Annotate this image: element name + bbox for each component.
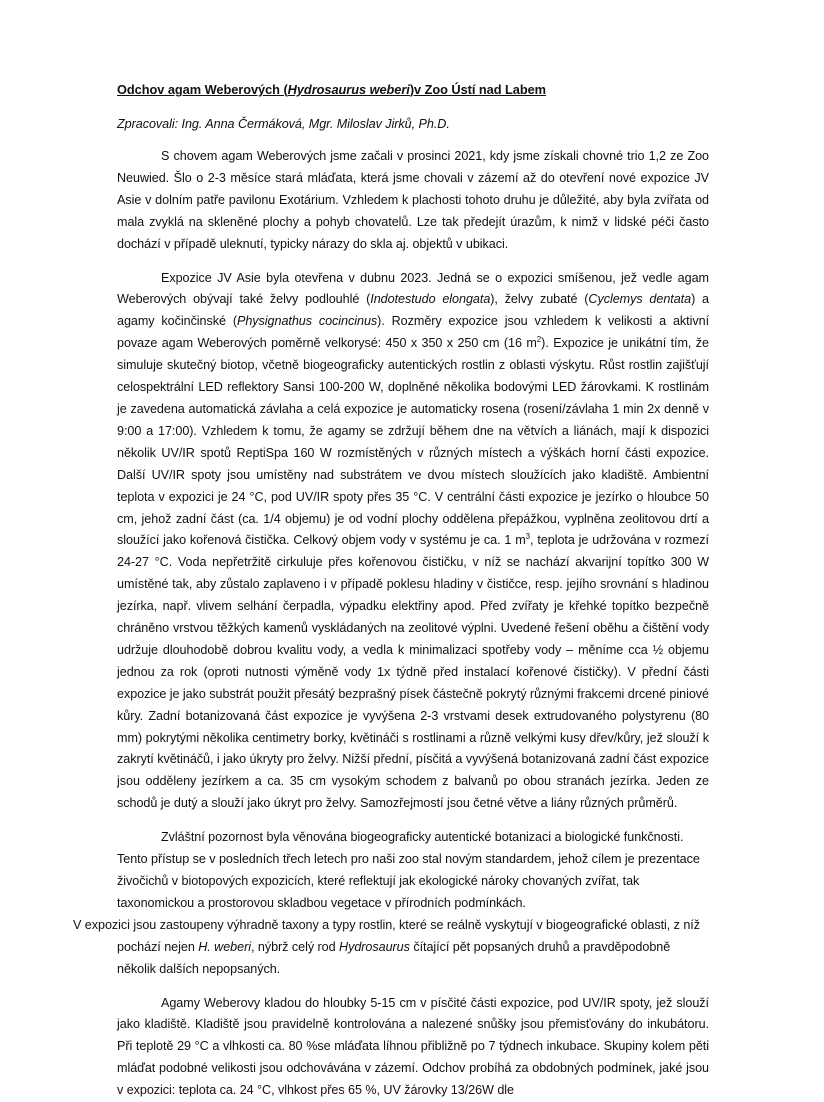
paragraph-1: S chovem agam Weberových jsme začali v prosinci 2021, kdy jsme získali chovné trio 1,2 ze Zoo Neuwied. Šlo o 2-3 měsíce stará mláďata, která jsme chovali v zázemí až do otevření nové expozice JV Asie v dolním patře pavilonu Exotárium. Vzhledem k plachosti tohoto druhu je důležité, aby byla zvířata od mala zvyklá na skleněné plochy a pohyb chovatelů. Lze tak předejít úrazům, k nimž v lidské péči často dochází v případě uleknutí, typicky nárazy do skla aj. objektů v ubikaci. xyxy=(117,149,709,251)
p3-text-2: V expozici jsou zastoupeny výhradně taxony a typy rostlin, které se reálně vyskytují v biogeografické oblasti, z níž pochází nejen xyxy=(73,917,701,954)
p2-text-6: , teplota je udržována v rozmezí 24-27 °C. Voda nepřetržitě cirkuluje přes kořenovou čističku, v níž se nachází akvarijní topítko 300 W umístěné tak, aby zůstalo zaplaveno i v případě poklesu hladiny v čističce, resp. jejího srovnání s hladinou jezírka, např. vlivem selhání čerpadla, výpadku elektřiny apod. Před zvířaty je křehké topítko bezpečně chráněno vrstvou těžkých kamenů vyskládaných na zeolitové výplni. Uvedené řešení oběhu a čištění vody udržuje dlouhodobě dobrou kvalitu vody, a vedla k minimalizaci spotřeby vody – měníme cca ½ objemu jednou za rok (oproti nutnosti výměně vody 1x týdně před instalací kořenové čističky). V přední části expozice je jako substrát použit přesátý bezprašný písek částečně pokrytý různými frakcemi drcené piniové kůry. Zadní botanizovaná část expozice je vyvýšena 2-3 vrstvami desek extrudovaného polystyrenu (80 mm) pokrytými několika centimetry borky, květináči s rostlinami a různě velkými kusy dřev/kůry, jež slouží k zakrytí květináčů, i jako úkryty pro želvy. Nižší přední, písčitá a vyvýšená botanizovaná zadní část expozice jsou odděleny jezírkem a ca. 35 cm vysokým schodem z balvanů po obou stranách jezírka. Jeden ze schodů je dutý a slouží jako úkryt pro želvy. Samozřejmostí jsou četné větve a liány různých průměrů. xyxy=(117,533,709,811)
p2-text-3: ) a agamy kočinčinské ( xyxy=(117,292,710,329)
p2-species-1: Indotestudo elongata xyxy=(370,292,491,307)
p3-text-1: Zvláštní pozornost byla věnována biogeograficky autentické botanizaci a biologické funkčnosti. Tento přístup se v posledních třech letech pro naši zoo stal novým standardem, jehož cílem je prezentace živočichů v biotopových expozicích, které reflektují jak ekologické nároky chovaných zvířat, tak taxonomickou a prostorovou skladbou vegetace v přírodních podmínkách. xyxy=(117,830,700,910)
document-title xyxy=(117,80,709,100)
p2-text-1: Expozice JV Asie byla otevřena v dubnu 2023. Jedná se o expozici smíšenou, jež vedle agam Weberových obývají také želvy podlouhlé ( xyxy=(117,270,709,307)
p2-text-4: ). Rozměry expozice jsou vzhledem k velikosti a aktivní povaze agam Weberových poměrně velkorysé: 450 x 350 x 250 cm (16 m xyxy=(117,314,710,351)
p2-text-5: ). Expozice je unikátní tím, že simuluje skutečný biotop, včetně biogeograficky autentických rostlin z oblasti výskytu. Růst rostlin zajišťují celospektrální LED reflektory Sansi 100-200 W, doplněné několika bodovými LED žárovkami. K rostlinám je zavedena automatická závlaha a celá expozice je automaticky rosena (rosení/závlaha 1 min 2x denně v 9:00 a 17:00). Vzhledem k tomu, že agamy se zdržují během dne na větvích a liánách, mají k dispozici několik UV/IR spotů ReptiSpa 160 W rozmístěných v různých místech a výškách horní části expozice. Další UV/IR spoty jsou umístěny nad substrátem ve dvou místech sloužících jako kladiště. Ambientní teplota v expozici je 24 °C, pod UV/IR spoty přes 35 °C. V centrální části expozice je jezírko o hloubce 50 cm, jehož zadní část (ca. 1/4 objemu) je od vodní plochy oddělena přepážkou, vyplněna zeolitovou drtí a sloužící jako kořenová čistička. Celkový objem vody v systému je ca. 1 m xyxy=(117,336,709,548)
p2-species-3: Physignathus cocincinus xyxy=(236,314,378,329)
paragraph-3 xyxy=(73,827,709,980)
p3-genus: Hydrosaurus xyxy=(339,939,410,954)
authors-line: Zpracovali: Ing. Anna Čermáková, Mgr. Miloslav Jirků, Ph.D. xyxy=(117,117,450,131)
paragraph-4: Agamy Weberovy kladou do hloubky 5-15 cm v písčité části expozice, pod UV/IR spoty, jež slouží jako kladiště. Kladiště jsou pravidelně kontrolována a nalezené snůšky jsou přemisťovány do inkubátoru. Při teplotě 29 °C a vlhkosti ca. 80 %se mláďata líhnou přibližně po 7 týdnech inkubace. Skupiny kolem pěti mláďat podobné velikosti jsou odchovávána v zázemí. Odchov probíhá za obdobných podmínek, jaké jsou v expozici: teplota ca. 24 °C, vlhkost přes 65 %, UV žárovky 13/26W dle xyxy=(117,995,709,1098)
title-part-2: )v Zoo Ústí nad Labem xyxy=(409,82,546,97)
title-part-1: Odchov agam Weberových ( xyxy=(117,82,288,97)
p2-superscript-1: 2 xyxy=(536,335,542,345)
paragraph-2 xyxy=(117,268,709,816)
p3-species-1: H. weberi xyxy=(198,939,251,954)
p2-superscript-2: 3 xyxy=(525,532,531,542)
p2-text-2: ), želvy zubaté ( xyxy=(490,292,589,307)
document-body xyxy=(73,80,710,1102)
p3-text-3: , nýbrž celý rod xyxy=(250,939,340,954)
p3-text-4: čítající pět popsaných druhů a pravděpodobně několik dalších nepopsaných. xyxy=(117,939,671,976)
p2-species-2: Cyclemys dentata xyxy=(588,292,692,307)
title-species: Hydrosaurus weberi xyxy=(287,82,410,97)
